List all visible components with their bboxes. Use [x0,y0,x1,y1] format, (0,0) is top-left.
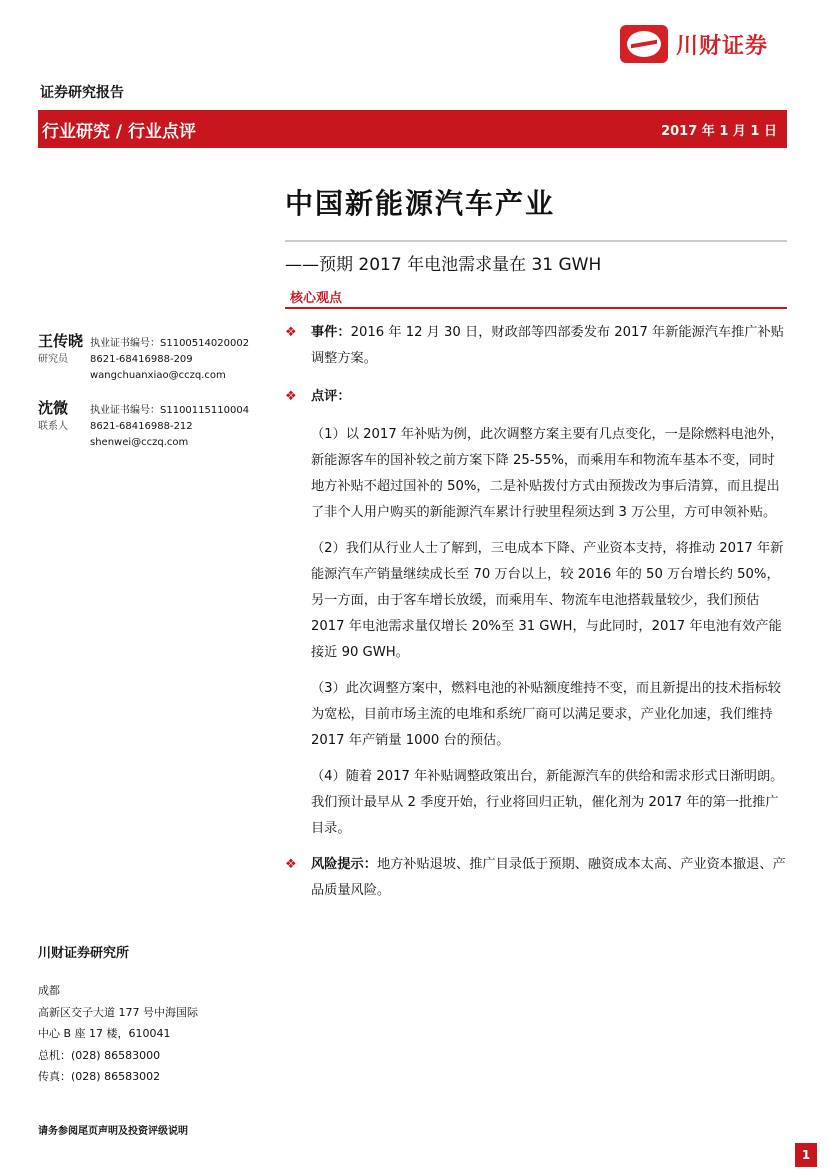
diamond-bullet-icon: ❖ [285,389,297,404]
analyst-card [38,400,249,451]
company-logo [620,25,768,63]
main-body [285,320,787,904]
analyst-phone: 8621-68416988-212 [90,421,193,432]
address-line: 高新区交子大道 177 号中海国际 [38,1005,198,1019]
institute-name: 川财证券研究所 [38,946,130,961]
address-line: 传真：(028) 86583002 [38,1070,161,1083]
analyst-name: 王传晓 [38,332,84,350]
risk-text: 地方补贴退坡、推广目录低于预期、融资成本太高、产业资本撤退、产品质量风险。 [311,857,786,898]
divider [285,240,787,242]
paragraph: （1）以 2017 年补贴为例，此次调整方案主要有几点变化，一是除燃料电池外，新能源客车的国补较之前方案下降 25-55%，而乘用车和物流车基本不变，同时地方补贴不超过国补的 50%，二是补贴拨付方式由预拨改为事后清算，而且提出了非个人用户购买的新能源汽车累计行驶里程须达到 3 万公里，方可申领补贴。 [311,427,784,520]
address-line: 总机：(028) 86583000 [38,1048,161,1062]
paragraph: （2）我们从行业人士了解到，三电成本下降、产业资本支持，将推动 2017 年新能源汽车产销量继续成长至 70 万台以上，较 2016 年的 50 万台增长约 50%，另一方面，由于客车增长放缓，而乘用车、物流车电池搭载量较少，我们预估 2017 年电池需求量仅增长 20%至 31 GWH，与此同时，2017 年电池有效产能接近 90 GWH。 [311,541,784,660]
analyst-card [38,333,249,384]
analyst-role: 联系人 [38,421,68,432]
risk-item [285,852,787,904]
page-title: 中国新能源汽车产业 [285,187,556,220]
analyst-role: 研究员 [38,354,68,365]
core-view-label: 核心观点 [290,291,343,306]
analyst-email[interactable]: wangchuanxiao@cczq.com [90,370,226,381]
page-number: 1 [795,1143,817,1167]
logo-text: 川财证券 [676,33,769,59]
paragraph: （3）此次调整方案中，燃料电池的补贴额度维持不变，而且新提出的技术指标较为宽松，目前市场主流的电堆和系统厂商可以满足要求，产业化加速，我们维持 2017 年产销量 1000 台的预估。 [311,681,781,748]
analyst-cert: 执业证书编号：S1100115110004 [90,405,250,416]
logo-mark-icon [620,25,668,63]
report-category: 行业研究 / 行业点评 [42,121,197,142]
diamond-bullet-icon: ❖ [285,325,297,340]
analyst-name: 沈微 [38,399,69,417]
address-line: 中心 B 座 17 楼，610041 [38,1027,171,1040]
event-label: 事件： [311,325,351,340]
paragraph: （4）随着 2017 年补贴调整政策出台，新能源汽车的供给和需求形式日渐明朗。我们预计最早从 2 季度开始，行业将回归正轨，催化剂为 2017 年的第一批推广目录。 [311,769,784,836]
diamond-bullet-icon: ❖ [285,857,297,872]
analyst-cert: 执业证书编号：S1100514020002 [90,338,250,349]
analyst-phone: 8621-68416988-209 [90,354,193,365]
address-block [38,980,198,1088]
comment-item [285,384,787,410]
divider-red [285,307,787,309]
comment-label: 点评： [311,389,351,404]
report-type: 证券研究报告 [40,85,124,101]
disclaimer: 请务参阅尾页声明及投资评级说明 [38,1126,188,1137]
event-text: 2016 年 12 月 30 日，财政部等四部委发布 2017 年新能源汽车推广补贴调整方案。 [311,325,784,366]
address-line: 成都 [38,984,60,997]
subtitle: ——预期 2017 年电池需求量在 31 GWH [285,255,602,275]
report-date: 2017 年 1 月 1 日 [661,123,777,139]
event-item [285,320,787,372]
risk-label: 风险提示： [311,857,377,872]
header-bar [38,110,787,148]
analyst-email[interactable]: shenwei@cczq.com [90,437,189,448]
